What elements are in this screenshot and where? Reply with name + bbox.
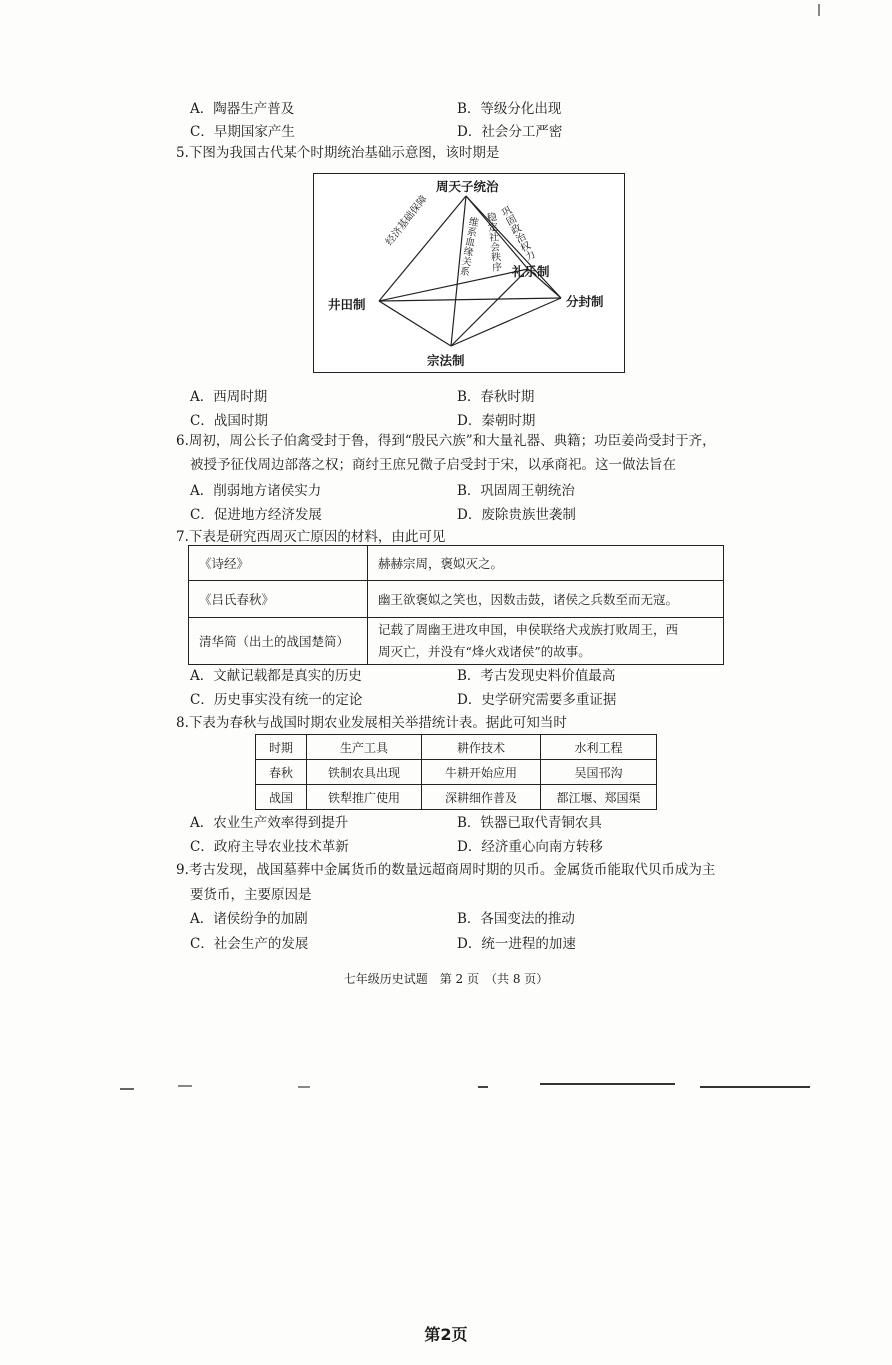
diagram-left-label: 井田制: [328, 297, 366, 312]
q9-stem-line1: 9.考古发现，战国墓葬中金属货币的数量远超商周时期的贝币。金属货币能取代贝币成为主: [176, 862, 716, 878]
q6-option-a: A．削弱地方诸侯实力: [190, 483, 322, 499]
q7-row1-text-line1: 赫赫宗周，褒姒灭之。: [378, 556, 504, 571]
q8-header-water: 水利工程: [541, 735, 657, 760]
q4-option-b: B．等级分化出现: [457, 101, 562, 117]
scan-line: [700, 1086, 810, 1088]
scan-mark: [478, 1086, 488, 1088]
q8-r1-c2: 铁制农具出现: [307, 760, 422, 785]
q8-r1-c3: 牛耕开始应用: [422, 760, 541, 785]
q5-option-c: C．战国时期: [190, 413, 268, 429]
q8-option-d: D．经济重心向南方转移: [457, 839, 603, 855]
diagram-top-label: 周天子统治: [436, 179, 499, 194]
q8-r1-c4: 吴国邗沟: [541, 760, 657, 785]
scan-mark: [120, 1088, 134, 1090]
q7-source-table: [188, 545, 724, 665]
q8-r2-c1: 战国: [256, 785, 307, 810]
q9-option-b: B．各国变法的推动: [457, 911, 575, 927]
q4-option-a: A．陶器生产普及: [190, 101, 295, 117]
q7-row2-source: 《吕氏春秋》: [189, 581, 368, 618]
table-row: [189, 618, 724, 665]
q7-row2-text-line1: 幽王欲褒姒之笑也，因数击鼓，诸侯之兵数至而无寇。: [378, 592, 679, 607]
q8-header-technique: 耕作技术: [422, 735, 541, 760]
q7-row1-text: [368, 546, 724, 581]
diagram-inner-label: 礼乐制: [512, 264, 550, 279]
q7-row2-text: [368, 581, 724, 618]
q5-pyramid-diagram: [313, 173, 625, 373]
table-row: [256, 785, 657, 810]
q7-row3-text: [368, 618, 724, 665]
q9-option-c: C．社会生产的发展: [190, 936, 309, 952]
table-row: [189, 581, 724, 618]
q4-option-c: C．早期国家产生: [190, 124, 295, 140]
q7-row3-text-line1: 记载了周幽王进攻申国，申侯联络犬戎族打败周王，西: [378, 622, 679, 637]
diagram-edge-right-label: 巩固政治权力: [497, 204, 536, 264]
q7-option-c: C．历史事实没有统一的定论: [190, 692, 363, 708]
q5-stem: 5.下图为我国古代某个时期统治基础示意图，该时期是: [176, 145, 500, 161]
q8-header-period: 时期: [256, 735, 307, 760]
q7-row3-text-line2: 周灭亡，并没有“烽火戏诸侯”的故事。: [378, 644, 591, 659]
q6-option-b: B．巩固周王朝统治: [457, 483, 575, 499]
q8-agriculture-table: [255, 734, 657, 810]
table-row: [256, 760, 657, 785]
q8-r2-c4: 都江堰、郑国渠: [541, 785, 657, 810]
table-header-row: [256, 735, 657, 760]
scan-mark: [178, 1085, 192, 1087]
q9-option-d: D．统一进程的加速: [457, 936, 576, 952]
q6-option-d: D．废除贵族世袭制: [457, 507, 576, 523]
diagram-edge-mid-label: 维系血缘关系: [456, 215, 479, 277]
page-footer: 七年级历史试题 第 2 页 （共 8 页）: [343, 972, 549, 986]
q7-option-a: A．文献记载都是真实的历史: [190, 668, 362, 684]
q7-stem: 7.下表是研究西周灭亡原因的材料，由此可见: [176, 529, 446, 545]
page-number-label: 第2页: [424, 1325, 468, 1344]
q6-option-c: C．促进地方经济发展: [190, 507, 322, 523]
q5-option-d: D．秦朝时期: [457, 413, 536, 429]
diagram-edge-mid2-label: 稳定社会秩序: [483, 211, 502, 273]
q8-option-b: B．铁器已取代青铜农具: [457, 815, 602, 831]
q8-r2-c3: 深耕细作普及: [422, 785, 541, 810]
q7-row3-source: 清华简（出土的战国楚简）: [189, 618, 368, 665]
q8-r2-c2: 铁犁推广使用: [307, 785, 422, 810]
q5-option-a: A．西周时期: [190, 389, 268, 405]
q5-option-b: B．春秋时期: [457, 389, 535, 405]
scan-mark: [818, 4, 820, 16]
scan-line: [540, 1083, 675, 1085]
table-row: [189, 546, 724, 581]
q4-option-d: D．社会分工严密: [457, 124, 563, 140]
diagram-edge-left-label: 经济基础保障: [384, 193, 430, 248]
q8-header-tools: 生产工具: [307, 735, 422, 760]
q7-option-b: B．考古发现史料价值最高: [457, 668, 616, 684]
q8-option-a: A．农业生产效率得到提升: [190, 815, 349, 831]
q6-stem-line2: 被授予征伐周边部落之权；商纣王庶兄微子启受封于宋，以承商祀。这一做法旨在: [190, 457, 676, 473]
q6-stem-line1: 6.周初，周公长子伯禽受封于鲁，得到“殷民六族”和大量礼器、典籍；功臣姜尚受封于齐，: [176, 433, 716, 449]
diagram-bottom-label: 宗法制: [427, 353, 465, 368]
pyramid-lines: [314, 174, 624, 372]
scan-mark: [298, 1086, 310, 1088]
q7-row1-source: 《诗经》: [189, 546, 368, 581]
diagram-right-label: 分封制: [566, 294, 604, 309]
q8-option-c: C．政府主导农业技术革新: [190, 839, 349, 855]
q7-option-d: D．史学研究需要多重证据: [457, 692, 617, 708]
q9-option-a: A．诸侯纷争的加剧: [190, 911, 308, 927]
q8-stem: 8.下表为春秋与战国时期农业发展相关举措统计表。据此可知当时: [176, 715, 567, 731]
q8-r1-c1: 春秋: [256, 760, 307, 785]
q9-stem-line2: 要货币，主要原因是: [190, 887, 312, 903]
